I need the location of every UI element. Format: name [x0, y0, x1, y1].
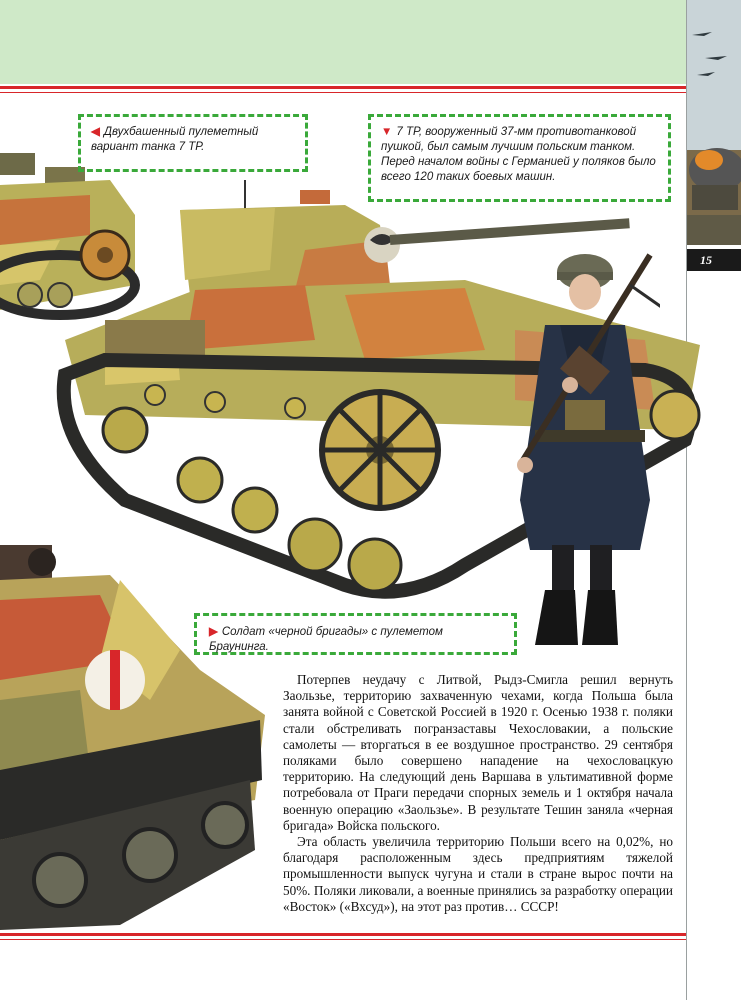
- footer-red-rule-thin: [0, 939, 686, 940]
- arrow-right-icon: ▶: [209, 626, 218, 638]
- arrow-down-icon: ▼: [381, 126, 393, 138]
- header-red-rule: [0, 86, 686, 89]
- header-band: [0, 0, 686, 84]
- body-paragraph-1: Потерпев неудачу с Литвой, Рыдз-Смигла решил вернуть Заользье, территорию захваченную чехами, когда Польша была занята войной с Советской Россией в 1920 г. Осенью 1938 г. поляки стали обстреливать погранзаставы Чехословакии, а польские самолеты — вторгаться в ее воздушное пространство. 29 сентября поляками было совершено нападение на чехословацкую территорию. На следующий день Варшава в ультимативной форме потребовала от Праги передачи спорных земель и 1 октября начала военную операцию «Заользье». В результате Тешин заняла «черная бригада» Войска польского.: [283, 672, 673, 833]
- caption-tank-7tp: [368, 114, 671, 202]
- tankette-illustration: [0, 540, 270, 935]
- header-red-rule-thin: [0, 92, 686, 93]
- page-number: 15: [687, 249, 741, 271]
- caption-tank-7tp-text: 7 ТР, вооруженный 37-мм противотанковой пушкой, был самым лучшим польским танком. Перед началом войны с Германией у поляков было всего 120 таких боевых машин.: [381, 126, 656, 183]
- soldier-illustration: [500, 250, 660, 650]
- caption-twin-turret-text: Двухбашенный пулеметный вариант танка 7 ТР.: [91, 126, 259, 153]
- caption-soldier: [194, 613, 517, 655]
- body-paragraph-2: Эта область увеличила территорию Польши всего на 0,02%, но благодаря расположенным здесь предприятиям тяжелой промышленности выпуск чугуна и стали в стране вырос почти на 50%. Поляки ликовали, а военные принялись за разработку операции «Восток» («Вхсуд»), на этот раз против… СССР!: [283, 834, 673, 914]
- caption-twin-turret-tank: [78, 114, 308, 172]
- arrow-left-icon: ◀: [91, 126, 100, 138]
- body-text: [283, 672, 673, 915]
- caption-soldier-text: Солдат «черной бригады» с пулеметом Браунинга.: [209, 626, 443, 653]
